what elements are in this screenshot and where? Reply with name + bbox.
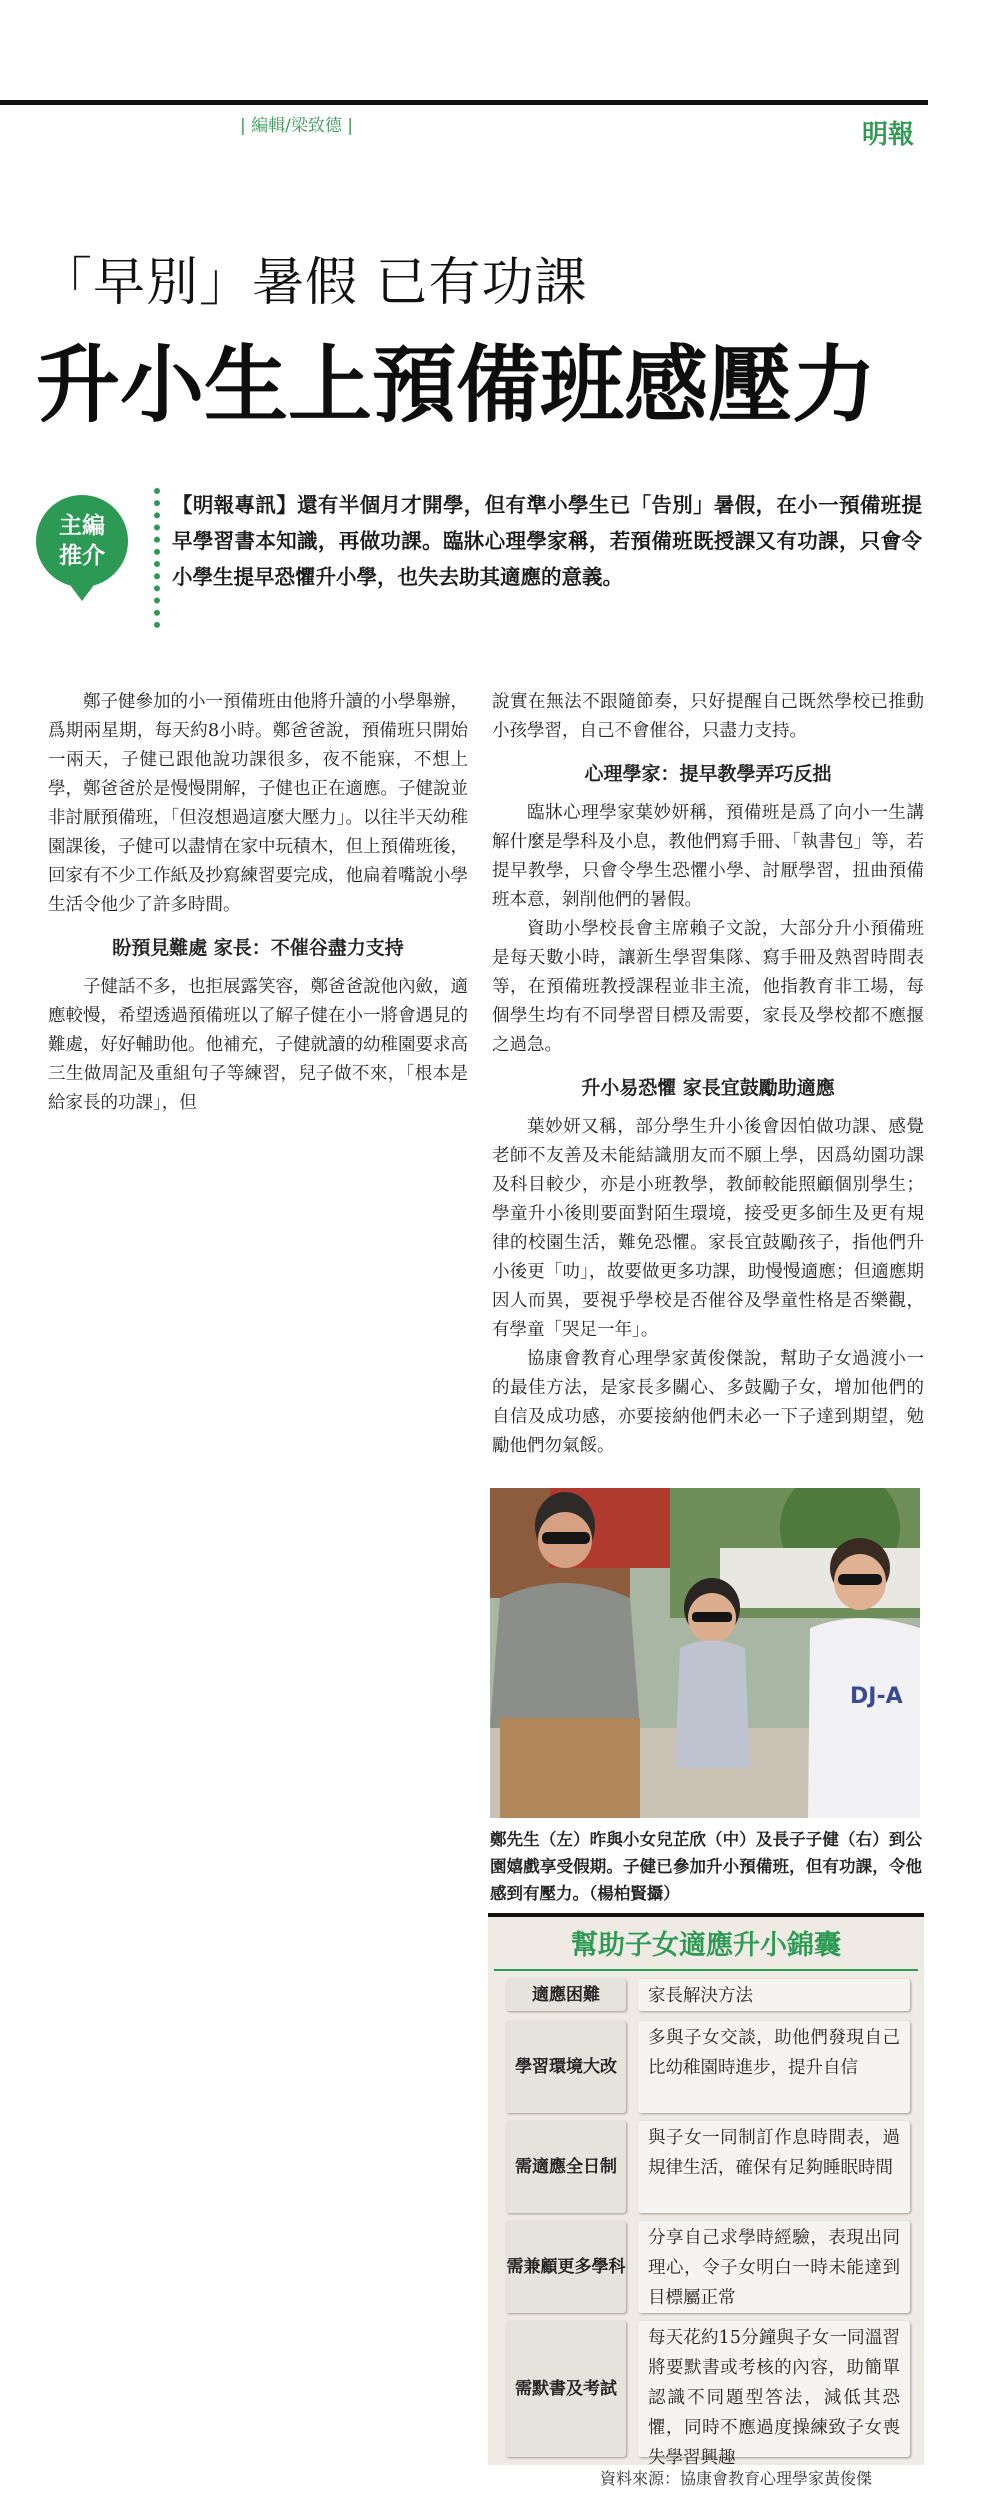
tips-box-title: 幫助子女適應升小錦囊 bbox=[571, 1930, 841, 1961]
right-column bbox=[492, 688, 924, 1461]
table-header-problem: 適應困難 bbox=[506, 1979, 626, 2011]
table-row-solution: 每天花約15分鐘與子女一同溫習將要默書或考核的內容，助簡單認識不同題型答法，減低其恐懼，同時不應過度操練致子女喪失學習興趣 bbox=[638, 2321, 910, 2457]
photo-illustration bbox=[490, 1488, 920, 1818]
table-row-problem: 需兼顧更多學科 bbox=[506, 2221, 626, 2313]
top-rule bbox=[0, 100, 928, 105]
section-heading: 升小易恐懼 家長宜鼓勵助適應 bbox=[581, 1077, 835, 1099]
shirt-print: DJ-A bbox=[850, 1684, 903, 1709]
table-row-solution: 分享自己求學時經驗，表現出同理心，令子女明白一時未能達到目標屬正常 bbox=[638, 2221, 910, 2313]
table-header-solution: 家長解決方法 bbox=[638, 1979, 910, 2011]
section-heading: 心理學家：提早教學弄巧反拙 bbox=[584, 763, 832, 785]
article-headline: 升小生上預備班感壓力 bbox=[36, 336, 877, 434]
source-credit: 資料來源：協康會教育心理學家黃俊傑 bbox=[600, 2469, 873, 2488]
badge-line-2: 推介 bbox=[59, 543, 105, 569]
body-paragraph: 協康會教育心理學家黃俊傑說，幫助子女過渡小一的最佳方法，是家長多關心、多鼓勵子女，增加他們的自信及成功感，亦要接納他們未必一下子達到期望，勉勵他們勿氣餒。 bbox=[492, 1349, 924, 1456]
article-subtitle: 「早別」暑假 已有功課 bbox=[40, 253, 588, 313]
tips-box bbox=[488, 1913, 924, 2468]
editor-pick-badge bbox=[36, 495, 128, 587]
badge-line-1: 主編 bbox=[59, 513, 105, 539]
section-heading: 盼預見難處 家長：不催谷盡力支持 bbox=[112, 937, 404, 959]
lead-text: 還有半個月才開學，但有準小學生已「告別」暑假，在小一預備班提早學習書本知識，再做功課。臨牀心理學家稱，若預備班既授課又有功課，只會令小學生提早恐懼升小學，也失去助其適應的意義。 bbox=[172, 493, 923, 589]
body-paragraph: 葉妙妍又稱，部分學生升小後會因怕做功課、感覺老師不友善及未能結識朋友而不願上學，因爲幼園功課及科目較少，亦是小班教學，教師較能照顧個別學生；學童升小後則要面對陌生環境，接受更多師生及更有規律的校園生活，難免恐懼。家長宜鼓勵孩子，指他們升小後更「叻」，故要做更多功課，助慢慢適應；但適應期因人而異，要視乎學校是否催谷及學童性格是否樂觀，有學童「哭足一年」。 bbox=[492, 1117, 924, 1340]
table-row-solution: 與子女一同制訂作息時間表，過規律生活，確保有足夠睡眠時間 bbox=[638, 2121, 910, 2213]
editor-credit: | 編輯/梁致德 | bbox=[240, 116, 353, 136]
tips-box-rule bbox=[494, 1969, 918, 1971]
family-photo bbox=[490, 1488, 920, 1818]
body-paragraph: 臨牀心理學家葉妙妍稱，預備班是爲了向小一生講解什麼是學科及小息，教他們寫手冊、「執書包」等，若提早教學，只會令學生恐懼小學、討厭學習，扭曲預備班本意，剝削他們的暑假。 bbox=[492, 803, 924, 910]
body-paragraph: 子健話不多，也拒展露笑容，鄭爸爸說他內斂，適應較慢，希望透過預備班以了解子健在小一將會遇見的難處，好好輔助他。他補充，子健就讀的幼稚園要求高三生做周記及重組句子等練習，兒子做不來，「根本是給家長的功課」，但 bbox=[48, 977, 468, 1113]
table-row-problem: 需默書及考試 bbox=[506, 2321, 626, 2457]
table-row-problem: 需適應全日制 bbox=[506, 2121, 626, 2213]
masthead-logo: 明報 bbox=[862, 120, 915, 150]
table-row-problem: 學習環境大改 bbox=[506, 2021, 626, 2113]
left-column bbox=[48, 688, 468, 1118]
lead-paragraph bbox=[172, 487, 922, 595]
table-row-solution: 多與子女交談，助他們發現自己比幼稚園時進步，提升自信 bbox=[638, 2021, 910, 2113]
body-paragraph: 鄭子健參加的小一預備班由他將升讀的小學舉辦，爲期兩星期，每天約8小時。鄭爸爸說，預備班只開始一兩天，子健已跟他說功課很多，夜不能寐，不想上學，鄭爸爸於是慢慢開解，子健也正在適應。子健說並非討厭預備班，「但沒想過這麼大壓力」。以往半天幼稚園課後，子健可以盡情在家中玩積木，但上預備班後，回家有不少工作紙及抄寫練習要完成，他扁着嘴說小學生活令他少了許多時間。 bbox=[48, 692, 468, 915]
body-paragraph: 資助小學校長會主席賴子文說，大部分升小預備班是每天數小時，讓新生學習集隊、寫手冊及熟習時間表等，在預備班教授課程並非主流，他指教育非工場，每個學生均有不同學習目標及需要，家長及學校都不應揠之過急。 bbox=[492, 919, 924, 1055]
body-paragraph: 說實在無法不跟隨節奏，只好提醒自己既然學校已推動小孩學習，自己不會催谷，只盡力支持。 bbox=[492, 692, 924, 741]
photo-caption: 鄭先生（左）昨與小女兒芷欣（中）及長子子健（右）到公園嬉戲享受假期。子健已參加升小預備班，但有功課，令他感到有壓力。（楊柏賢攝） bbox=[490, 1830, 922, 1903]
dotted-divider bbox=[154, 488, 160, 628]
lead-tag: 【明報專訊】 bbox=[172, 493, 298, 517]
